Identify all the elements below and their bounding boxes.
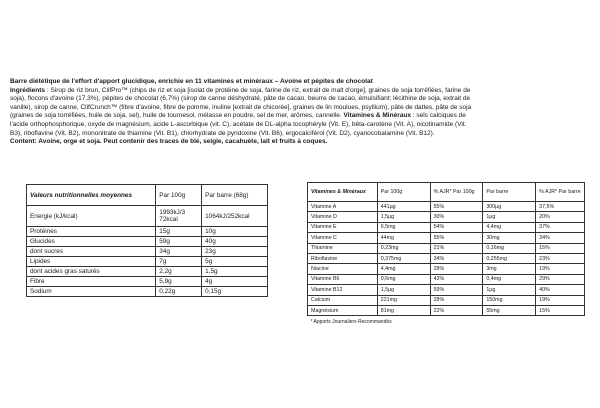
vitamin-ajrbar: 37% (536, 222, 585, 232)
vitamin-per100: 441µg (377, 202, 430, 212)
vitamin-per100: 1,5µg (377, 212, 430, 222)
table-row (27, 287, 268, 297)
table-row (308, 305, 585, 315)
vitamins-minerals-line: l'acide orthophosphorique, oxyde de magnésium, acide L-ascorbique (vit. C), acétate de DL-alpha tocophéryle (Vit. E), bêta-carotène (Vit. A), nicotinamide (Vit. (10, 120, 467, 128)
vitamin-ajr100: 54% (430, 222, 483, 232)
ingredients-line (10, 112, 592, 121)
vitamin-ajrbar: 34% (536, 233, 585, 243)
vitamin-ajr100: 28% (430, 264, 483, 274)
table-row (308, 233, 585, 243)
vitamin-ajr100: 22% (430, 305, 483, 315)
nutrient-perbar: 4g (202, 277, 268, 287)
vitamin-name: Vitamine C (308, 233, 378, 243)
nutrient-per100: 0,22g (156, 287, 202, 297)
nutrient-perbar: 40g (202, 237, 268, 247)
nutrient-per100: 2,2g (156, 267, 202, 277)
vitamin-ajr100: 21% (430, 243, 483, 253)
product-text-block (10, 78, 592, 147)
vitamin-perbar: 3mg (483, 264, 536, 274)
vitamin-per100: 81mg (377, 305, 430, 315)
vitamin-ajrbar: 37,5% (536, 202, 585, 212)
nutrient-perbar: 1064kJ/252kcal (202, 206, 268, 227)
nutrient-per100: 7g (156, 257, 202, 267)
table-row (308, 285, 585, 295)
table-row (308, 264, 585, 274)
vitamin-name: Vitamine E (308, 222, 378, 232)
table-row (27, 206, 268, 227)
table-row (308, 202, 585, 212)
vitamin-name: Vitamine D (308, 212, 378, 222)
table-row (27, 277, 268, 287)
vitamins-header-ajr100: % AJR* Par 100g (430, 183, 483, 202)
vitamin-name: Calcium (308, 295, 378, 305)
vitamin-ajrbar: 19% (536, 295, 585, 305)
vitamin-per100: 4,4mg (377, 264, 430, 274)
vitamins-header-per100: Par 100g (377, 183, 430, 202)
vitamin-per100: 1,5µg (377, 285, 430, 295)
ingredients-text: : Sirop de riz brun, ClifPro™ (chips de riz et soja [isolat de protéine de soja, farine de riz, extrait de malt d'orge], graines de soja torréfiées, farine de (45, 86, 471, 94)
vitamin-perbar: 150mg (483, 295, 536, 305)
ingredients-text: (graines de soja torréfiées, huile de soja, sel), huile de tournesol, mélasse en poudre, sel de mer, arômes, cannelle. (10, 112, 344, 120)
nutrient-label: Lipides (27, 257, 156, 267)
table-row (27, 257, 268, 267)
vitamin-ajr100: 28% (430, 295, 483, 305)
vitamin-ajrbar: 40% (536, 285, 585, 295)
vitamin-ajrbar: 20% (536, 212, 585, 222)
table-row (308, 295, 585, 305)
vitamin-ajrbar: 23% (536, 253, 585, 263)
vitamin-ajr100: 55% (430, 233, 483, 243)
nutrient-label: Glucides (27, 237, 156, 247)
vitamins-header-perbar: Par barre (483, 183, 536, 202)
nutrient-per100: 59g (156, 237, 202, 247)
vitamin-ajr100: 34% (430, 253, 483, 263)
table-row (308, 222, 585, 232)
vitamin-perbar: 1µg (483, 212, 536, 222)
nutrient-perbar: 0,15g (202, 287, 268, 297)
ingredients-line: soja), flocons d'avoine (17,3%), pépites de chocolat (6,7%) (sirop de canne déshydraté, pâte de cacao, beurre de cacao, émulsifiant: lécithine de soja, extrait de (10, 95, 471, 103)
nutrient-perbar: 5g (202, 257, 268, 267)
nutrient-label: Protéines (27, 227, 156, 237)
vitamin-per100: 6,5mg (377, 222, 430, 232)
allergen-statement: Content: Avoine, orge et soja. Peut contenir des traces de blé, seigle, cacahuète, lait et fruits à coques. (10, 138, 328, 146)
vitamin-name: Niacine (308, 264, 378, 274)
table-row (27, 267, 268, 277)
vitamin-name: Vitamine A (308, 202, 378, 212)
vitamin-ajr100: 59% (430, 285, 483, 295)
vitamin-perbar: 55mg (483, 305, 536, 315)
product-title: Barre diététique de l'effort d'apport glucidique, enrichie en 11 vitamines et minéraux – Avoine et pépites de chocolat (10, 78, 373, 85)
vitamin-ajr100: 55% (430, 202, 483, 212)
table-row (27, 227, 268, 237)
vitamin-name: Riboflavine (308, 253, 378, 263)
ingredients-line: vanille), sirop de canne, ClifCrunch™ (fibre d'avoine, fibre de pomme, inuline [extrait de chicorée], graines de lin moulues, psyllium), pâte de dattes, pâte de soja (10, 103, 472, 111)
vitamin-per100: 0,6mg (377, 274, 430, 284)
vitamin-perbar: 1µg (483, 285, 536, 295)
nutrient-per100: 34g (156, 247, 202, 257)
nutrient-label: Sodium (27, 287, 156, 297)
vitamin-name: Vitamine B6 (308, 274, 378, 284)
vitamin-per100: 0,375mg (377, 253, 430, 263)
vitamin-ajrbar: 15% (536, 305, 585, 315)
vitamin-name: Magnésium (308, 305, 378, 315)
vitamin-perbar: 0,16mg (483, 243, 536, 253)
vitamins-table (307, 182, 585, 327)
nutrient-label: Fibre (27, 277, 156, 287)
nutrient-perbar: 23g (202, 247, 268, 257)
nutrient-perbar: 1,5g (202, 267, 268, 277)
nutrient-label: dont acides gras saturés (27, 267, 156, 277)
vitamin-ajrbar: 15% (536, 243, 585, 253)
vitamin-per100: 221mg (377, 295, 430, 305)
vitamins-minerals-label: Vitamines & Minéraux (343, 112, 411, 120)
ingredients-line (10, 87, 592, 96)
nutrient-per100: 1993kJ/3 72kcal (156, 206, 202, 227)
nutrition-header-perbar: Par barre (68g) (202, 185, 268, 206)
vitamin-per100: 0,23mg (377, 243, 430, 253)
nutrient-perbar: 10g (202, 227, 268, 237)
nutrient-per100: 5,9g (156, 277, 202, 287)
table-row (308, 212, 585, 222)
vitamin-ajr100: 43% (430, 274, 483, 284)
vitamin-ajrbar: 19% (536, 264, 585, 274)
vitamins-minerals-line: B3), riboflavine (Vit. B2), mononitrate de thiamine (Vit. B1), chlorhydrate de pyridoxine (Vit. B6), ergocalciférol (Vit. D2), cyanocobalamine (Vit. B12). (10, 129, 435, 137)
nutrition-header-row (27, 185, 268, 206)
vitamins-header-name: Vitamines & Minéraux (308, 183, 378, 202)
vitamin-perbar: 4,4mg (483, 222, 536, 232)
ingredients-label: Ingrédients (10, 86, 46, 94)
nutrient-label: dont sucres (27, 247, 156, 257)
vitamin-per100: 44mg (377, 233, 430, 243)
ajr-footnote: * Apports Journaliers Recommandés (310, 318, 392, 325)
vitamin-perbar: 300µg (483, 202, 536, 212)
table-row (308, 274, 585, 284)
vitamin-perbar: 0,255mg (483, 253, 536, 263)
table-row (308, 243, 585, 253)
vitamin-name: Thiamine (308, 243, 378, 253)
vitamin-name: Vitamine B12 (308, 285, 378, 295)
nutrient-per100: 15g (156, 227, 202, 237)
vitamin-perbar: 30mg (483, 233, 536, 243)
vitamin-perbar: 0,4mg (483, 274, 536, 284)
nutrition-table (26, 184, 268, 297)
table-row (27, 237, 268, 247)
vitamins-minerals-text: : sels calciques de (412, 112, 466, 120)
table-row (308, 253, 585, 263)
vitamin-ajrbar: 29% (536, 274, 585, 284)
nutrient-label: Energie (kJ/kcal) (27, 206, 156, 227)
vitamin-ajr100: 30% (430, 212, 483, 222)
vitamins-header-ajrbar: % AJR* Par barre (536, 183, 585, 202)
footnote-row (308, 316, 585, 327)
nutrition-header-per100: Par 100g (156, 185, 202, 206)
table-row (27, 247, 268, 257)
nutrition-header-label: Valeurs nutritionnelles moyennes (27, 185, 156, 206)
vitamins-header-row (308, 183, 585, 202)
